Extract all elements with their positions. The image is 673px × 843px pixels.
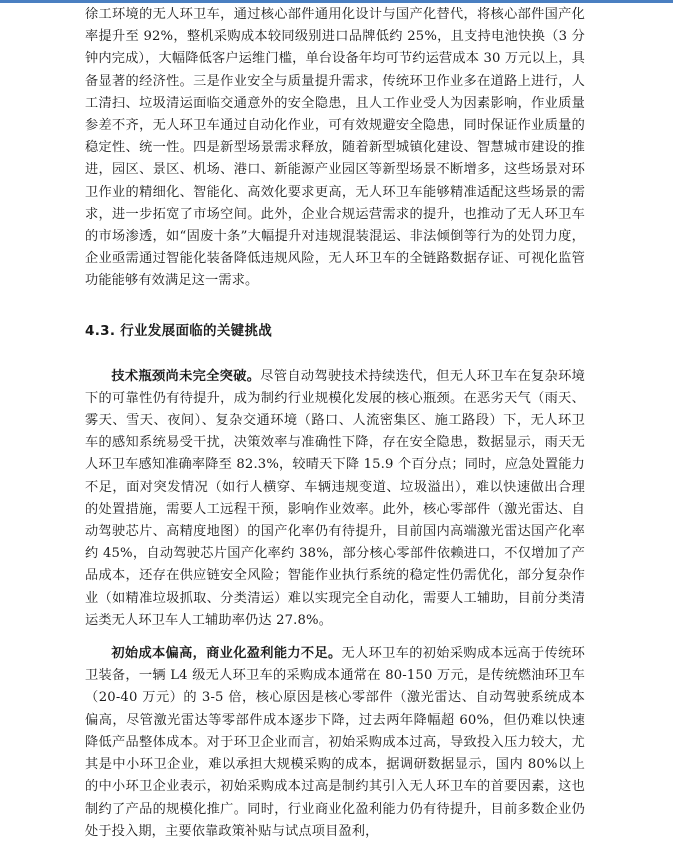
document-page [85,4,585,843]
paragraph-cost-challenge [85,643,585,843]
paragraph-spacer [85,632,585,643]
paragraph-lead: 初始成本偏高，商业化盈利能力不足。 [111,646,342,662]
paragraph-lead: 技术瓶颈尚未完全突破。 [111,368,261,384]
header-rule [0,0,673,3]
paragraph-body: 无人环卫车的初始采购成本远高于传统环卫装备，一辆 L4 级无人环卫车的采购成本通常在 80-150 万元，是传统燃油环卫车（20-40 万元）的 3-5 倍，核心原因是核心零部件（激光雷达、自动驾驶系统成本偏高，尽管激光雷达等零部件成本逐步下降，过去两年降幅超 60%，但仍难以快速降低产品整体成本。对于环卫企业而言，初始采购成本过高，导致投入压力较大，尤其是中小环卫企业，难以承担大规模采购的成本，据调研数据显示，国内 80%以上的中小环卫企业表示，初始采购成本过高是制约其引入无人环卫车的首要因素，这也制约了产品的规模化推广。同时，行业商业化盈利能力仍有待提升，目前多数企业仍处于投入期，主要依靠政策补贴与试点项目盈利， [85,646,585,839]
paragraph-body: 尽管自动驾驶技术持续迭代，但无人环卫车在复杂环境下的可靠性仍有待提升，成为制约行业规模化发展的核心瓶颈。在恶劣天气（雨天、雾天、雪天、夜间）、复杂交通环境（路口、人流密集区、施工路段）下，无人环卫车的感知系统易受干扰，决策效率与准确性下降，存在安全隐患，数据显示，雨天无人环卫车感知准确率降至 82.3%，较晴天下降 15.9 个百分点；同时，应急处置能力不足，面对突发情况（如行人横穿、车辆违规变道、垃圾溢出），难以快速做出合理的处置措施，需要人工远程干预，影响作业效率。此外，核心零部件（激光雷达、自动驾驶芯片、高精度地图）的国产化率仍有待提升，目前国内高端激光雷达国产化率约 45%，自动驾驶芯片国产化率约 38%，部分核心零部件依赖进口，不仅增加了产品成本，还存在供应链安全风险；智能作业执行系统的稳定性仍需优化，部分复杂作业（如精准垃圾抓取、分类清运）难以实现完全自动化，需要人工辅助，目前分类清运类无人环卫车人工辅助率仍达 27.8%。 [85,368,585,628]
section-heading: 4.3. 行业发展面临的关键挑战 [85,322,273,339]
paragraph-tech-bottleneck [85,366,585,632]
paragraph-market-demand: 徐工环境的无人环卫车，通过核心部件通用化设计与国产化替代，将核心部件国产化率提升至 92%，整机采购成本较同级别进口品牌低约 25%，且支持电池快换（3 分钟内完成），大幅降低客户运维门槛，单台设备年均可节约运营成本 30 万元以上，具备显著的经济性。三是作业安全与质量提升需求，传统环卫作业多在道路上进行，人工清扫、垃圾清运面临交通意外的安全隐患，且人工作业受人为因素影响，作业质量参差不齐，无人环卫车通过自动化作业，可有效规避安全隐患，同时保证作业质量的稳定性、统一性。四是新型场景需求释放，随着新型城镇化建设、智慧城市建设的推进，园区、景区、机场、港口、新能源产业园区等新型场景不断增多，这些场景对环卫作业的精细化、智能化、高效化要求更高，无人环卫车能够精准适配这些场景的需求，进一步拓宽了市场空间。此外，企业合规运营需求的提升，也推动了无人环卫车的市场渗透，如“固废十条”大幅提升对违规混装混运、非法倾倒等行为的处罚力度，企业亟需通过智能化装备降低违规风险，无人环卫车的全链路数据存证、可视化监管功能能够有效满足这一需求。 [85,7,585,289]
